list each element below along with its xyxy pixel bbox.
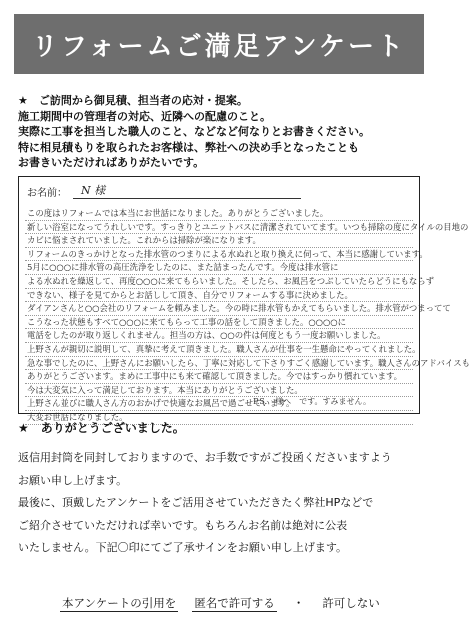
closing-line: ご紹介させていただければ幸いです。もちろんお名前は絶対に公表 — [18, 518, 348, 532]
closing-line: お願い申し上げます。 — [18, 473, 128, 487]
comment-line: 急な事でしたのに、上野さんにお願いしたら、丁寧に対応して下さりすごく感謝しています。職人さんのアドバイスも — [25, 357, 413, 371]
comment-line: 上野さんが親切に説明して、真摯に考えて頂きました。職人さんが仕事を一生懸命にやってくれました。 — [25, 343, 413, 357]
survey-answer-box — [18, 176, 470, 422]
intro-text — [18, 93, 428, 171]
consent-lead: 本アンケートの引用を — [62, 596, 177, 610]
page-title: リフォームご満足アンケート — [31, 31, 407, 62]
intro-line: 施工期間中の管理者の対応、近隣への配慮のこと。 — [18, 109, 271, 123]
closing-text — [18, 447, 423, 560]
comment-line: リフォームのきっかけとなった排水管のつまりによる水ぬれと取り換えに伺って、本当に感謝しています。 — [25, 248, 413, 262]
comment-line: こうなった状態もすべて○○○に来てもらって工事の話をして頂きました。○○○○に — [25, 316, 413, 330]
closing-line: 返信用封筒を同封しておりますので、お手数ですがご投函くださいますよう — [18, 451, 392, 464]
closing-line: 最後に、頂戴したアンケートをご活用させていただきたく弊社HPなどで — [18, 496, 374, 509]
intro-line: ★ ご訪問から御見積、担当者の応対・提案。 — [18, 94, 248, 107]
comment-line: よる水ぬれを繰返して、再度○○○に来てもらいました。そしたら、お風呂をつぶしていたらどうにもならず — [25, 275, 413, 289]
comment-line: 大変お世話になりました。 — [25, 411, 413, 425]
intro-line: 実際に工事を担当した職人のこと、などなど何なりとお書きください。 — [18, 125, 370, 138]
intro-line: 特に相見積もりを取られたお客様は、弊社への決め手となったことも — [18, 140, 359, 154]
consent-option-deny[interactable]: 許可しない — [322, 596, 380, 610]
comment-line: この度はリフォームでは本当にお世話になりました。ありがとうございました。 — [25, 207, 413, 221]
closing-line: いたしません。下記〇印にてご了承サインをお願い申し上げます。 — [18, 541, 348, 554]
handwritten-comments — [25, 207, 470, 425]
comment-line: できない、様子を見てからとお話しして頂き、自分でリフォームする事に決めました。 — [25, 289, 413, 303]
thanks-heading: ★ ありがとうございました。 — [18, 421, 185, 435]
comment-line: ありがとうございます。まめに工事中にも来て確認して頂きました。今ではすっかり慣れています。 — [25, 370, 413, 384]
signature-note: P.S. 様へ です。すみません。 — [253, 397, 371, 406]
name-label: お名前： — [27, 188, 67, 199]
consent-row — [60, 595, 382, 612]
consent-separator: ・ — [292, 596, 305, 610]
name-field: N 様 — [73, 182, 301, 199]
comment-line: 上野さん並びに職人さん方のおかげで快適なお風呂で過ごせています。 — [25, 397, 413, 411]
name-row — [27, 183, 411, 199]
comment-line: 5月に○○○に排水管の高圧洗浄をしたのに、また詰まったんです。今度は排水管に — [25, 261, 413, 275]
comment-line: カビに悩まされていました。これからは掃除が楽になります。 — [25, 234, 413, 248]
comment-line: ダイアンさんと○○会社のリフォームを頼みました。今の時に排水管もかえてもらいました。排水管がつまってて — [25, 302, 413, 316]
comment-line: 電話をしたのが取り返しくれません。担当の方は、○○の件は何度ともう一度お願いしました。 — [25, 329, 413, 343]
consent-option-anonymous[interactable]: 匿名で許可する — [194, 596, 275, 610]
title-banner — [14, 14, 424, 74]
comment-line: 今は大変気に入って満足しております。本当にありがとうございました。 — [25, 384, 413, 398]
intro-line: お書きいただければありがたいです。 — [18, 156, 205, 169]
comment-line: 新しい浴室になってうれしいです。すっきりとユニットバスに清潔されていてます。いつも掃除の度にタイルの目地の — [25, 221, 413, 235]
